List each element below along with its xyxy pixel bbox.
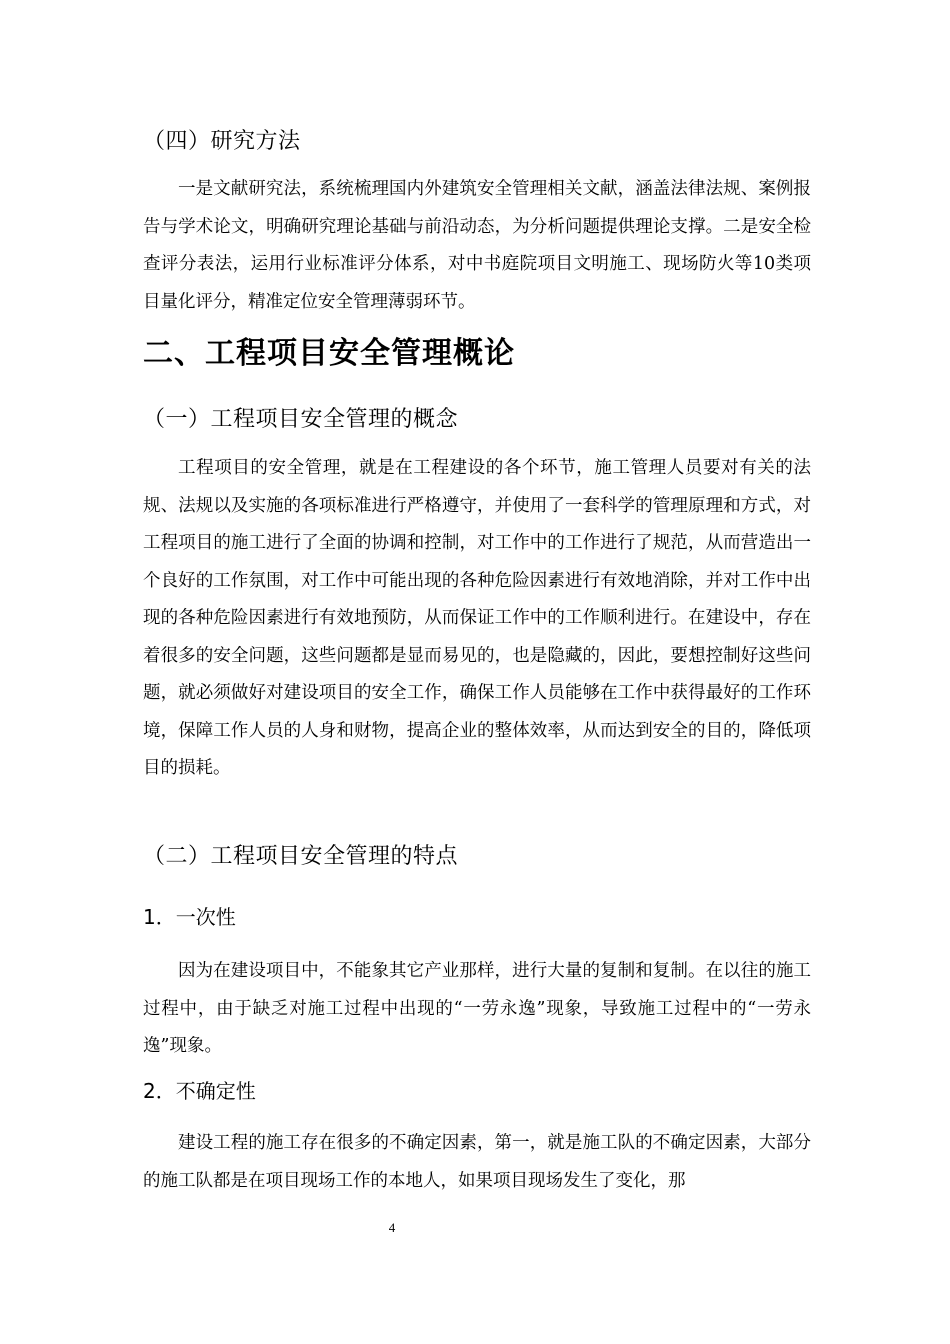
- paragraph-safety-concept: 工程项目的安全管理，就是在工程建设的各个环节，施工管理人员要对有关的法规、法规以及实施的各项标准进行严格遵守，并使用了一套科学的管理原理和方式，对工程项目的施工进行了全面的协调和控制，对工作中的工作进行了规范，从而营造出一个良好的工作氛围，对工作中可能出现的各种危险因素进行有效地消除，并对工作中出现的各种危险因素进行有效地预防，从而保证工作中的工作顺利进行。在建设中，存在着很多的安全问题，这些问题都是显而易见的，也是隐藏的，因此，要想控制好这些问题，就必须做好对建设项目的安全工作，确保工作人员能够在工作中获得最好的工作环境，保障工作人员的人身和财物，提高企业的整体效率，从而达到安全的目的，降低项目的损耗。: [143, 458, 811, 778]
- page-number: 4: [388, 1220, 396, 1235]
- paragraph-research-methods: 一是文献研究法，系统梳理国内外建筑安全管理相关文献，涵盖法律法规、案例报告与学术论文，明确研究理论基础与前沿动态，为分析问题提供理论支撑。二是安全检查评分表法，运用行业标准评分体系，对中书庭院项目文明施工、现场防火等10类项目量化评分，精准定位安全管理薄弱环节。: [143, 179, 811, 312]
- section-heading-safety-features: （二）工程项目安全管理的特点: [143, 844, 459, 869]
- item-heading-uncertainty: 2．不确定性: [143, 1079, 256, 1103]
- paragraph-one-time: 因为在建设项目中，不能象其它产业那样，进行大量的复制和复制。在以往的施工过程中，由于缺乏对施工过程中出现的“一劳永逸”现象，导致施工过程中的“一劳永逸”现象。: [143, 961, 811, 1056]
- section-heading-safety-concept: （一）工程项目安全管理的概念: [143, 407, 459, 432]
- item-heading-one-time: 1．一次性: [143, 905, 236, 929]
- paragraph-uncertainty: 建设工程的施工存在很多的不确定因素，第一，就是施工队的不确定因素，大部分的施工队都是在项目现场工作的本地人，如果项目现场发生了变化，那: [143, 1133, 811, 1191]
- chapter-heading-safety-overview: 二、工程项目安全管理概论: [143, 336, 515, 371]
- section-heading-research-methods: （四）研究方法: [143, 129, 301, 154]
